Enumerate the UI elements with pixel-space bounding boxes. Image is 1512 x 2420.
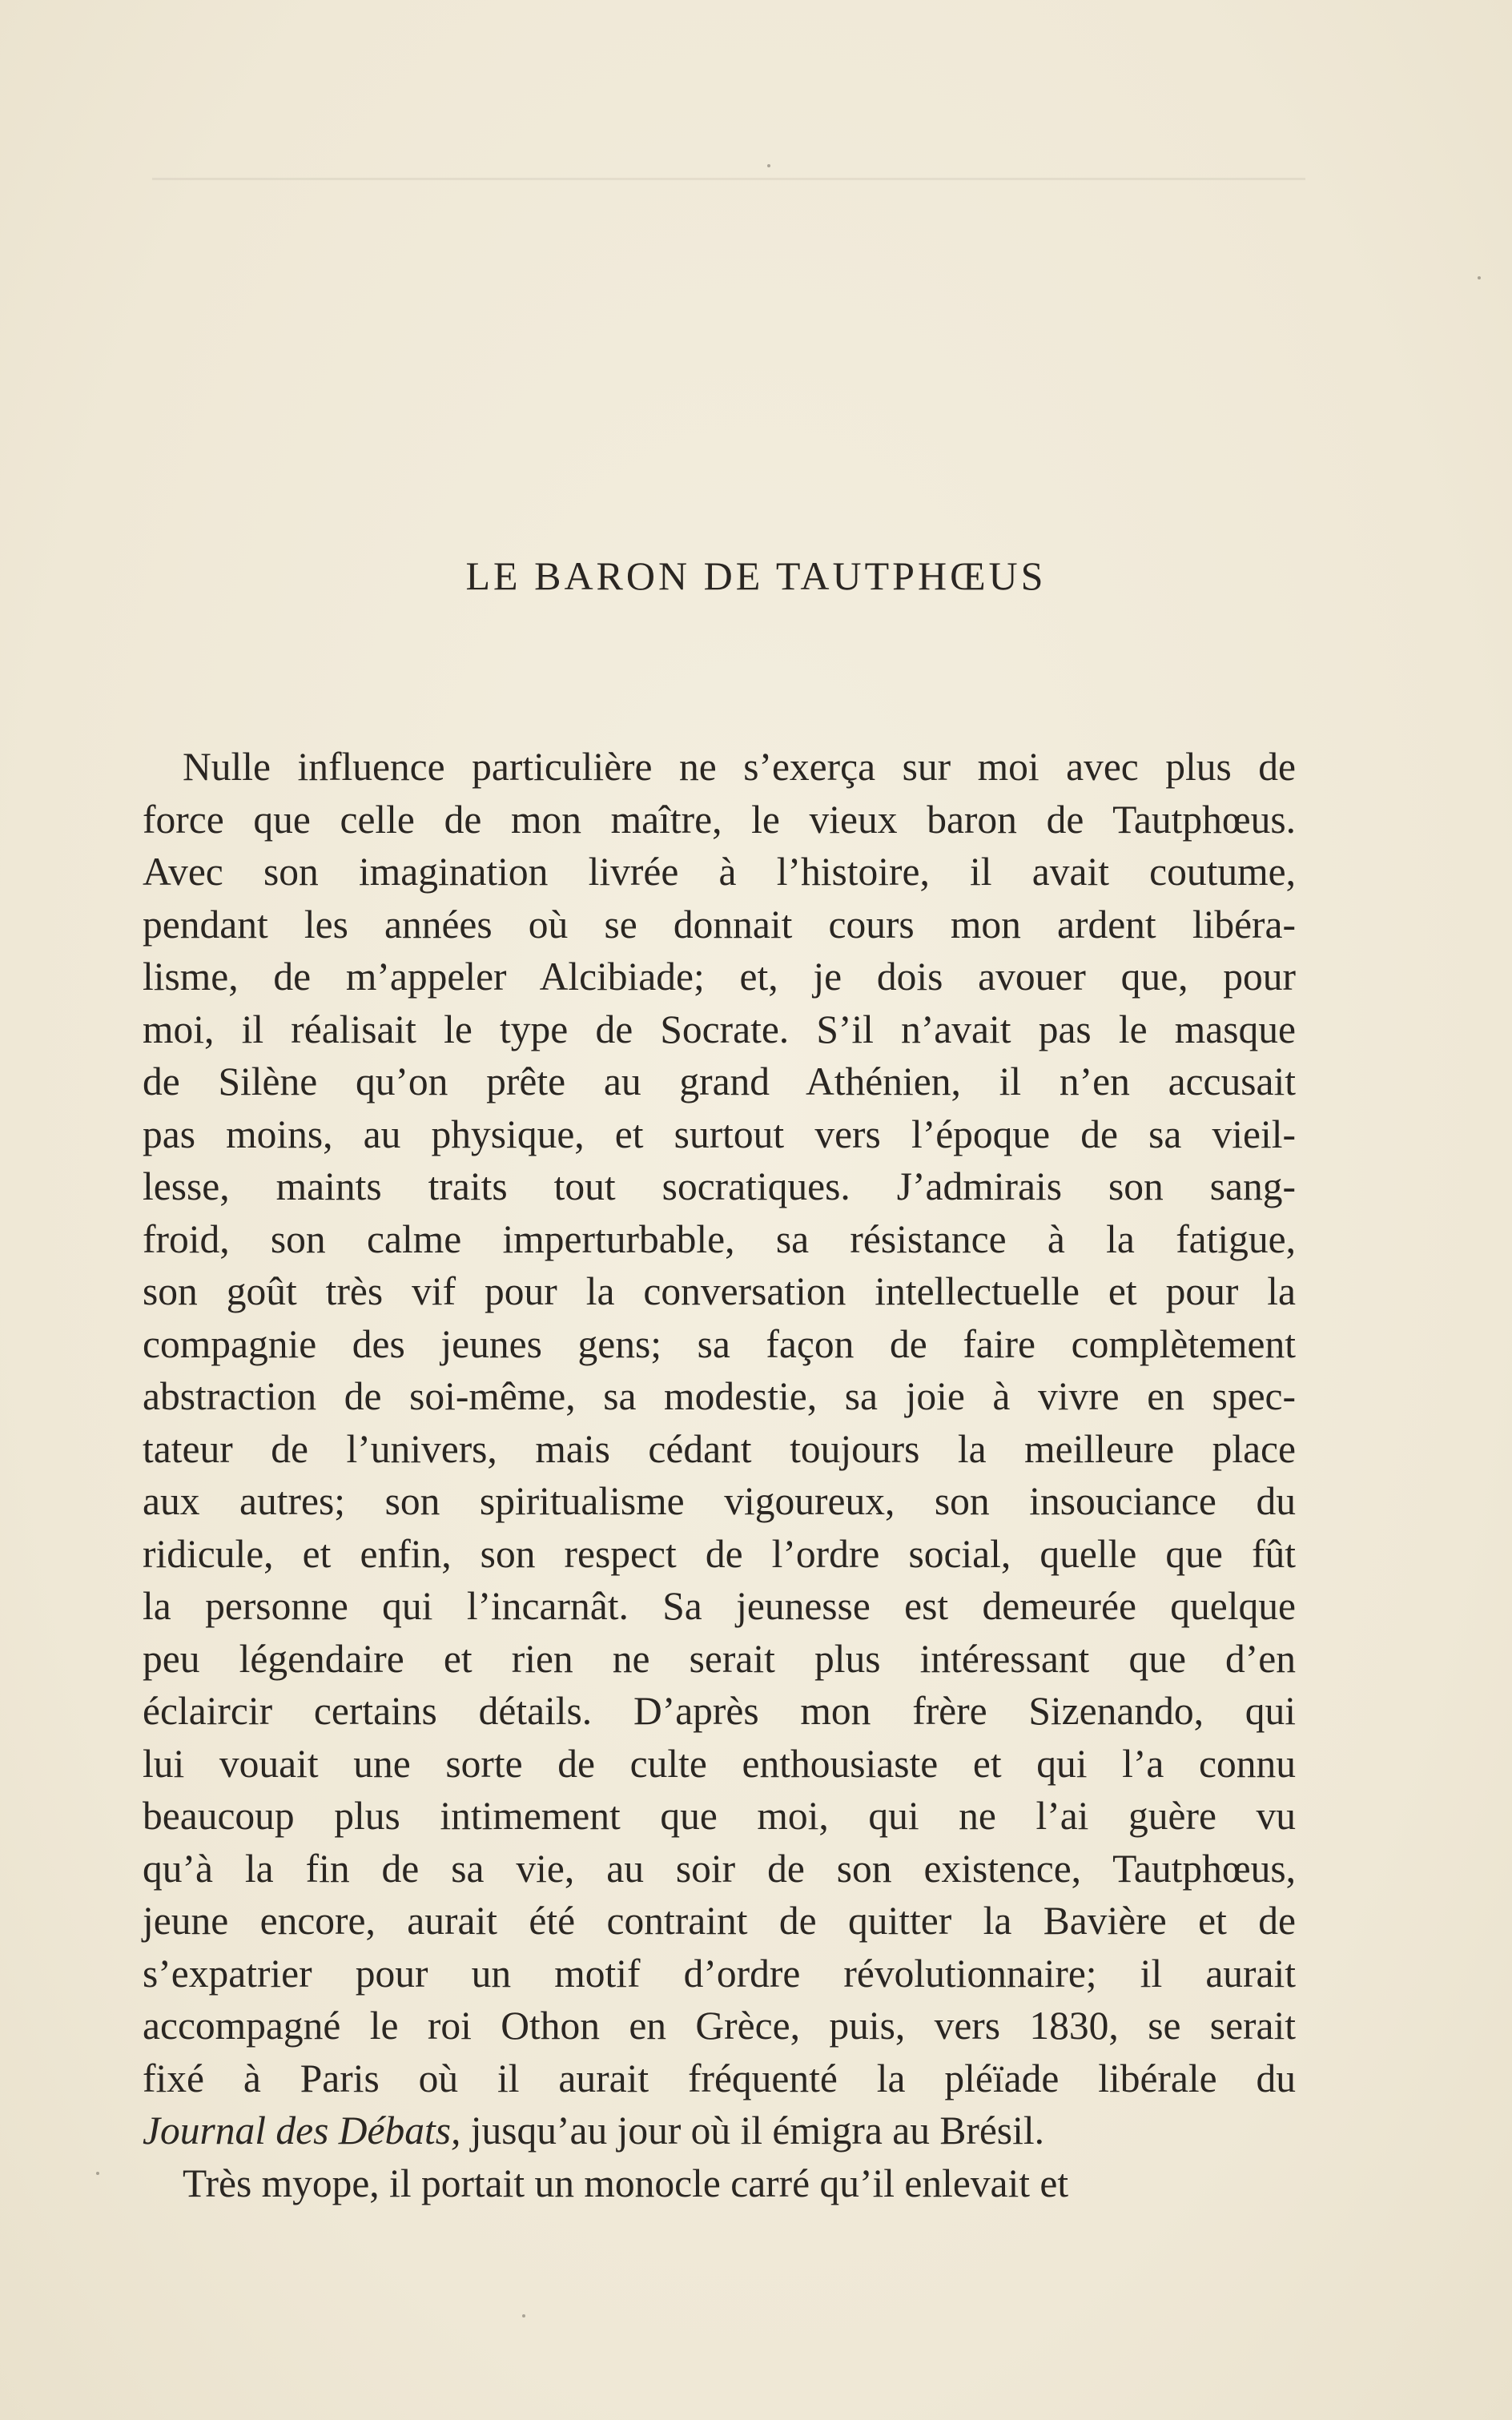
- paper-speck: [522, 2314, 525, 2317]
- text-line: son goût très vif pour la conversation intellectuelle et pour la: [143, 1269, 1296, 1313]
- text-line: froid, son calme imperturbable, sa résistance à la fatigue,: [143, 1216, 1296, 1261]
- paper-speck: [96, 2172, 99, 2175]
- text-line: fixé à Paris où il aurait fréquenté la pléïade libérale du: [143, 2056, 1296, 2100]
- text-line: qu’à la fin de sa vie, au soir de son existence, Tautphœus,: [143, 1846, 1296, 1891]
- text-line: pendant les années où se donnait cours mon ardent libéra-: [143, 902, 1296, 947]
- text-line: Nulle influence particulière ne s’exerça sur moi avec plus de: [183, 745, 1296, 789]
- text-line: accompagné le roi Othon en Grèce, puis, vers 1830, se serait: [143, 2004, 1296, 2048]
- text-line: tateur de l’univers, mais cédant toujours la meilleure place: [143, 1426, 1296, 1471]
- chapter-title: LE BARON DE TAUTPHŒUS: [465, 553, 1047, 598]
- text-line: de Silène qu’on prête au grand Athénien, il n’en accusait: [143, 1059, 1296, 1103]
- text-line: lui vouait une sorte de culte enthousiaste et qui l’a connu: [143, 1741, 1296, 1786]
- text-line-rest: jusqu’au jour où il émigra au Brésil.: [460, 2108, 1044, 2153]
- text-line: pas moins, au physique, et surtout vers l’époque de sa vieil-: [143, 1112, 1296, 1156]
- text-line: aux autres; son spiritualisme vigoureux, son insouciance du: [143, 1479, 1296, 1523]
- text-line: ridicule, et enfin, son respect de l’ordre social, quelle que fût: [143, 1531, 1296, 1576]
- paper-speck: [1478, 276, 1481, 279]
- paper-speck: [767, 164, 770, 167]
- text-line: beaucoup plus intimement que moi, qui ne l’ai guère vu: [143, 1794, 1296, 1838]
- text-line: peu légendaire et rien ne serait plus intéressant que d’en: [143, 1636, 1296, 1681]
- text-line: moi, il réalisait le type de Socrate. S’il n’avait pas le masque: [143, 1007, 1296, 1051]
- text-line: lesse, maints traits tout socratiques. J’admirais son sang-: [143, 1164, 1296, 1208]
- show-through-rule: [152, 178, 1305, 180]
- text-line: [143, 2104, 1296, 2157]
- text-line: éclaircir certains détails. D’après mon frère Sizenando, qui: [143, 1689, 1296, 1733]
- italic-title-journal: Journal des Débats,: [143, 2108, 461, 2153]
- text-line: abstraction de soi-même, sa modestie, sa joie à vivre en spec-: [143, 1374, 1296, 1418]
- text-line: lisme, de m’appeler Alcibiade; et, je dois avouer que, pour: [143, 955, 1296, 999]
- text-line: jeune encore, aurait été contraint de quitter la Bavière et de: [143, 1899, 1296, 1943]
- body-text: [143, 741, 1296, 2209]
- text-line: la personne qui l’incarnât. Sa jeunesse est demeurée quelque: [143, 1584, 1296, 1628]
- text-line: compagnie des jeunes gens; sa façon de faire complètement: [143, 1321, 1296, 1366]
- text-line: Très myope, il portait un monocle carré qu’il enlevait et: [183, 2161, 1069, 2205]
- text-line: s’expatrier pour un motif d’ordre révolutionnaire; il aurait: [143, 1951, 1296, 1996]
- text-line: force que celle de mon maître, le vieux baron de Tautphœus.: [143, 797, 1296, 842]
- text-line: Avec son imagination livrée à l’histoire, il avait coutume,: [143, 850, 1296, 894]
